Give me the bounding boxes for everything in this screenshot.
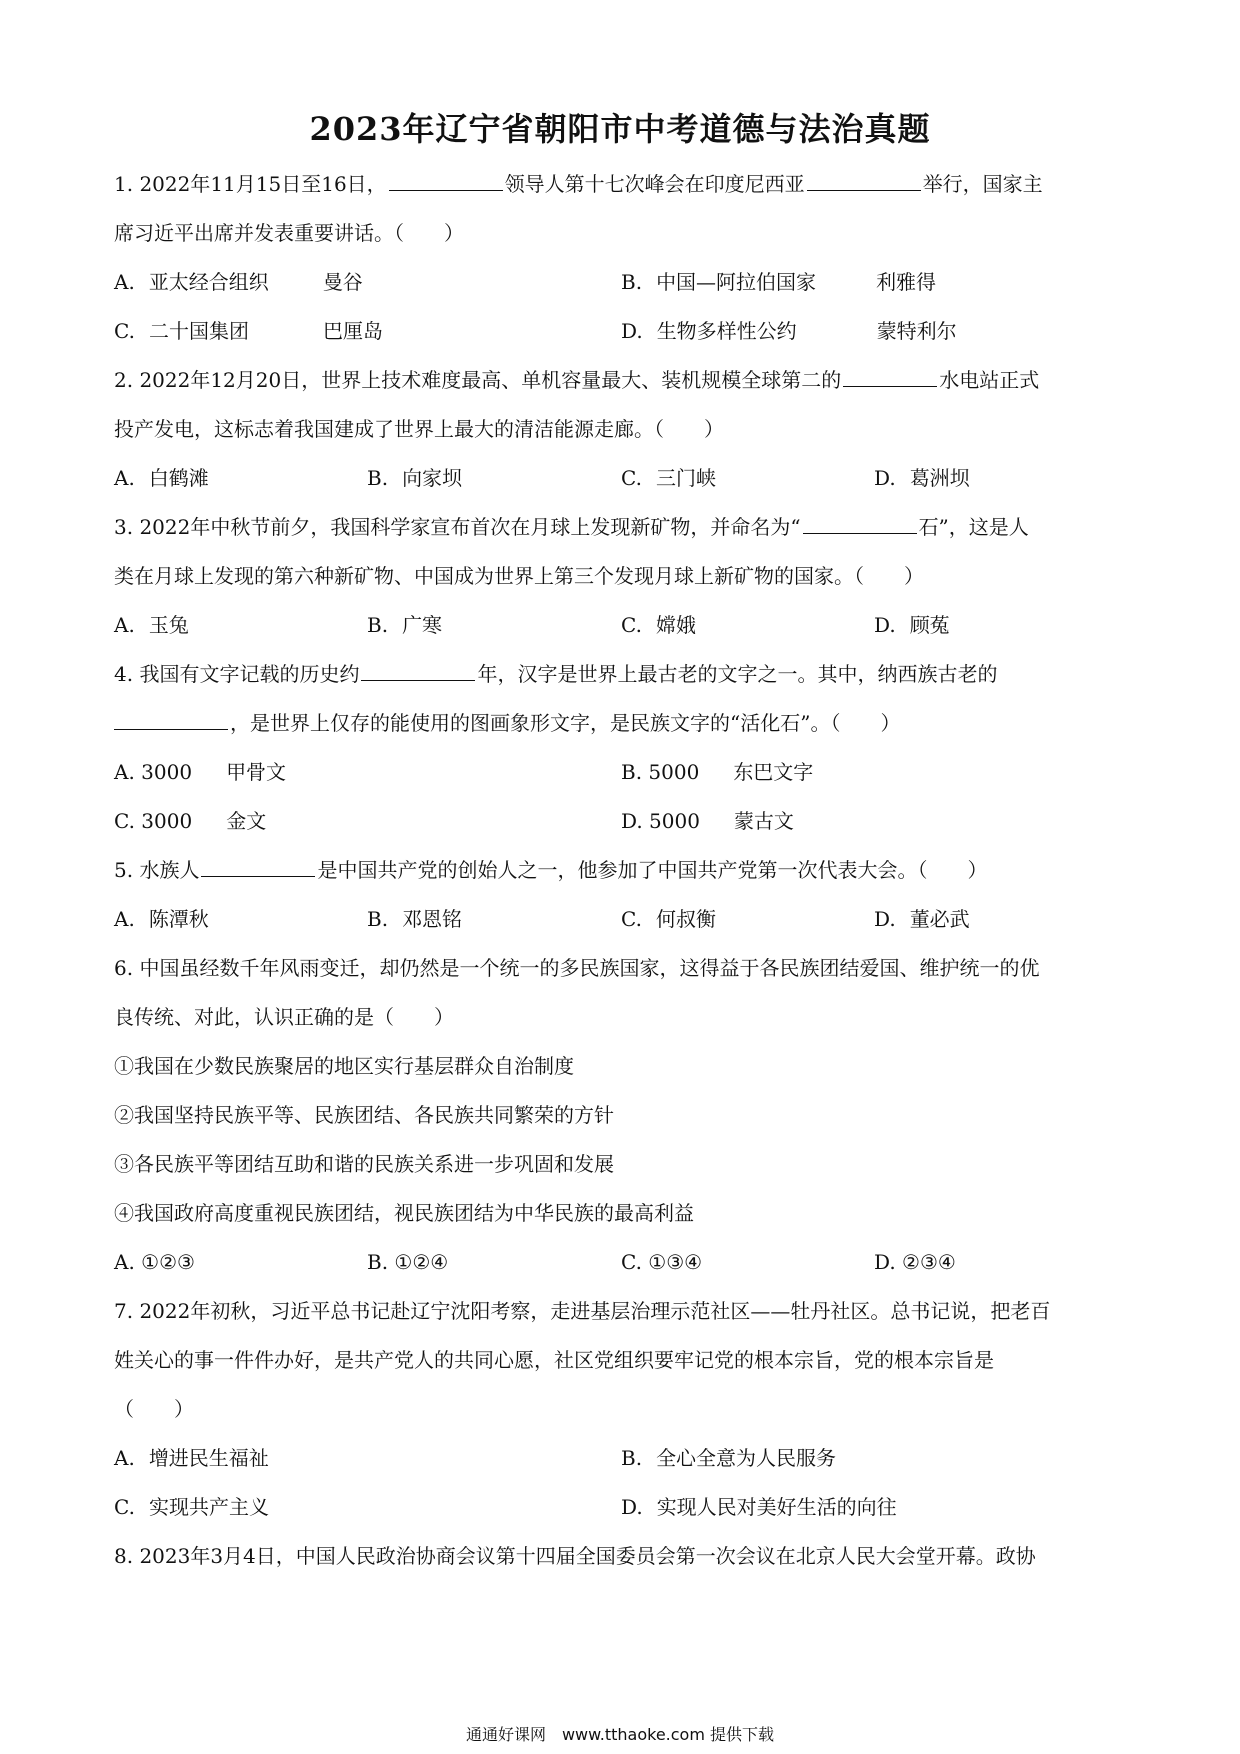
statement-2: ②我国坚持民族平等、民族团结、各民族共同繁荣的方针 [114,1103,614,1127]
option-6d: D. ②③④ [874,1250,956,1274]
question-6-line-2: 良传统、对此，认识正确的是（ ） [114,1005,454,1029]
question-8-line-1: 8. 2023年3月4日，中国人民政治协商会议第十四届全国委员会第一次会议在北京人民大会堂开幕。政协 [114,1544,1036,1568]
option-6c: C. ①③④ [621,1250,703,1274]
answer-blank [807,170,921,191]
question-7-line-1: 7. 2022年初秋，习近平总书记赴辽宁沈阳考察，走进基层治理示范社区——牡丹社区。总书记说，把老百 [114,1299,1051,1323]
question-3-line-2: 类在月球上发现的第六种新矿物、中国成为世界上第三个发现月球上新矿物的国家。（ ） [114,564,924,588]
option-3b: B. 广寒 [367,613,443,637]
option-2a: A. 白鹤滩 [114,466,209,490]
answer-blank [201,856,315,877]
statement-3: ③各民族平等团结互助和谐的民族关系进一步巩固和发展 [114,1152,614,1176]
question-7-line-3: （ ） [114,1397,194,1421]
option-5a: A. 陈潭秋 [114,907,209,931]
statement-1: ①我国在少数民族聚居的地区实行基层群众自治制度 [114,1054,574,1078]
question-4-line-2: ，是世界上仅存的能使用的图画象形文字，是民族文字的“活化石”。（ ） [114,709,900,737]
question-3-line-1: 3. 2022年中秋节前夕，我国科学家宣布首次在月球上发现新矿物，并命名为“ 石”，这是人 [114,515,1029,539]
option-3a: A. 玉兔 [114,613,189,637]
option-7b: B. 全心全意为人民服务 [621,1446,837,1470]
question-4-line-1: 4. 我国有文字记载的历史约 年，汉字是世界上最古老的文字之一。其中，纳西族古老的 [114,662,998,686]
option-3c: C. 嫦娥 [621,613,696,637]
option-2c: C. 三门峡 [621,466,716,490]
page-title: 2023年辽宁省朝阳市中考道德与法治真题 [309,110,931,148]
option-4a: A. 3000 甲骨文 [114,760,287,784]
question-5-line-1: 5. 水族人 是中国共产党的创始人之一，他参加了中国共产党第一次代表大会。（ ） [114,858,988,882]
option-7a: A. 增进民生福祉 [114,1446,269,1470]
option-6a: A. ①②③ [114,1250,195,1274]
option-1d: D. 生物多样性公约 蒙特利尔 [621,319,957,343]
answer-blank [361,660,475,681]
page-footer: 通通好课网 www.tthaoke.com 提供下载 [465,1725,775,1744]
option-3d: D. 顾菟 [874,613,950,637]
option-7c: C. 实现共产主义 [114,1495,269,1519]
option-4c: C. 3000 金文 [114,809,267,833]
option-4b: B. 5000 东巴文字 [621,760,814,784]
question-6-line-1: 6. 中国虽经数千年风雨变迁，却仍然是一个统一的多民族国家，这得益于各民族团结爱国、维护统一的优 [114,956,1040,980]
answer-blank [114,709,228,730]
option-1a: A. 亚太经合组织 曼谷 [114,270,363,294]
question-1-line-2: 席习近平出席并发表重要讲话。（ ） [114,221,464,245]
answer-blank [389,170,503,191]
option-5c: C. 何叔衡 [621,907,716,931]
option-2b: B. 向家坝 [367,466,463,490]
option-5b: B. 邓恩铭 [367,907,463,931]
option-7d: D. 实现人民对美好生活的向往 [621,1495,897,1519]
option-1b: B. 中国—阿拉伯国家 利雅得 [621,270,937,294]
answer-blank [803,513,917,534]
question-7-line-2: 姓关心的事一件件办好，是共产党人的共同心愿，社区党组织要牢记党的根本宗旨，党的根本宗旨是 [114,1348,994,1372]
question-2-line-1: 2. 2022年12月20日，世界上技术难度最高、单机容量最大、装机规模全球第二的 水电站正式 [114,368,1040,392]
answer-blank [843,366,937,387]
option-2d: D. 葛洲坝 [874,466,970,490]
option-4d: D. 5000 蒙古文 [621,809,794,833]
question-2-line-2: 投产发电，这标志着我国建成了世界上最大的清洁能源走廊。（ ） [114,417,724,441]
option-5d: D. 董必武 [874,907,970,931]
statement-4: ④我国政府高度重视民族团结，视民族团结为中华民族的最高利益 [114,1201,694,1225]
question-1-line-1: 1. 2022年11月15日至16日， 领导人第十七次峰会在印度尼西亚 举行，国家主 [114,172,1043,196]
option-6b: B. ①②④ [367,1250,449,1274]
option-1c: C. 二十国集团 巴厘岛 [114,319,383,343]
